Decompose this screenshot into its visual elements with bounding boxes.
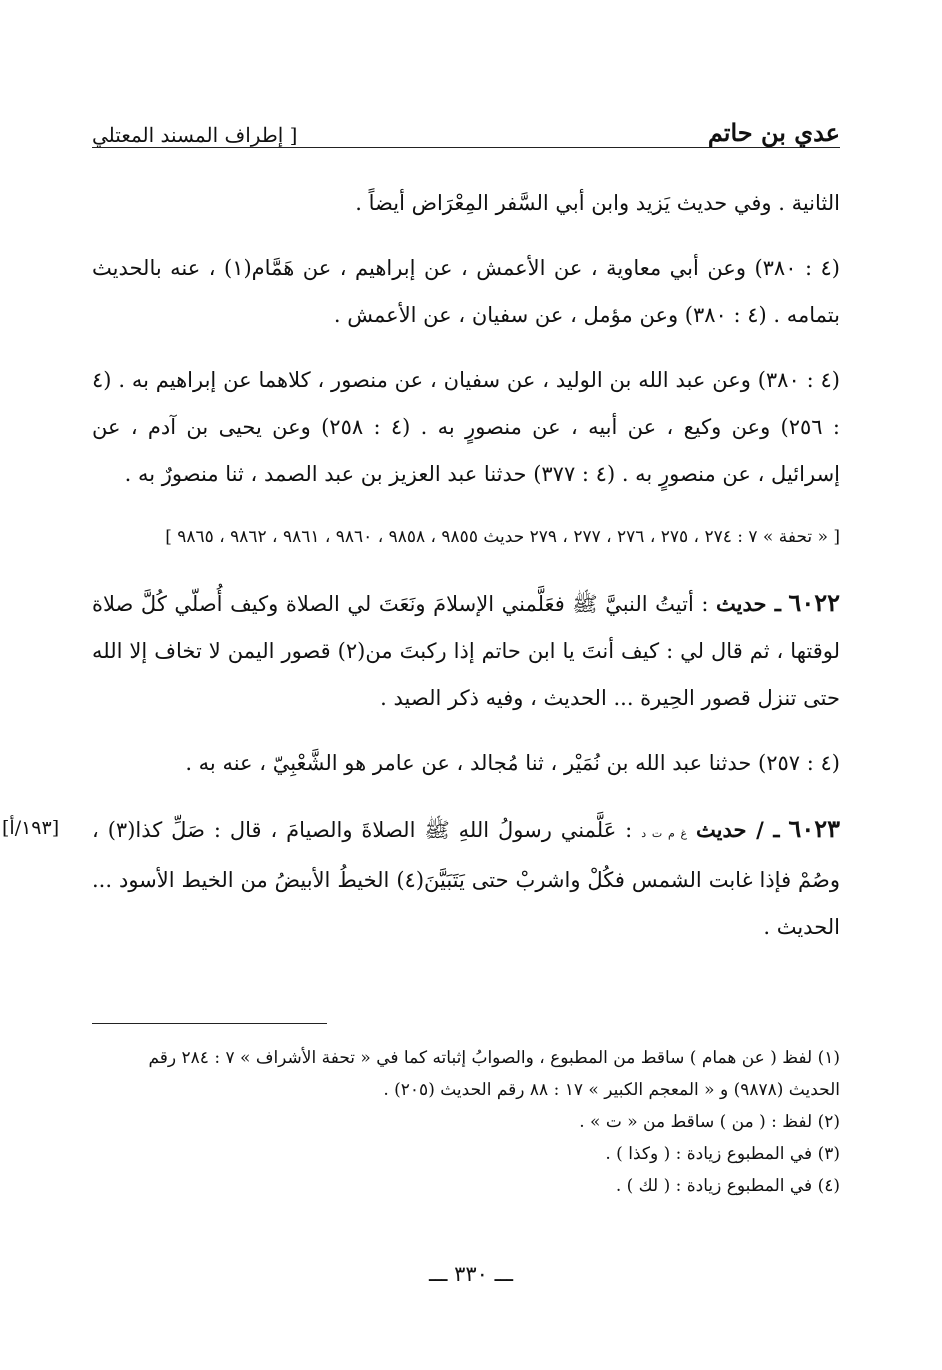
footnote-1: (١) لفظ ( عن همام ) ساقط من المطبوع ، والصوابُ إثباته كما في « تحفة الأشراف » ٧ : ٢٨٤ رقم الحديث (٩٨٧٨) و « المعجم الكبير » ١٧ : ٨٨ رقم الحديث (٢٠٥) . bbox=[148, 1048, 840, 1100]
document-page bbox=[2, 105, 841, 1202]
header-chapter-title: عدي بن حاتم bbox=[707, 118, 840, 147]
page-number: ـــ ٣٣٠ ـــ bbox=[428, 1262, 514, 1286]
footnote-divider bbox=[92, 1023, 327, 1024]
hadith-keyword-6023: / حديث bbox=[696, 817, 764, 842]
margin-folio-note: [١٩٣/أ] bbox=[2, 817, 60, 839]
hadith-text-6022: : أتيتُ النبيَّ ﷺ فعَلَّمني الإسلامَ ونَعَتَ لي الصلاة وكيف أُصلّي كُلَّ صلاة لوقتها ، ثم قال لي : كيف أنتَ يا ابن حاتم إذا ركبتَ من(٢) قصور اليمن لا تخاف إلا الله حتى تنزل قصور الحِيرة ... الحديث ، وفيه ذكر الصيد . bbox=[92, 592, 841, 710]
running-header bbox=[92, 105, 840, 148]
hadith-number-6022: ٦٠٢٢ bbox=[788, 588, 840, 617]
footnote-4: (٤) في المطبوع زيادة : ( لك ) . bbox=[615, 1176, 840, 1196]
paragraph-2: (٤ : ٣٨٠) وعن أبي معاوية ، عن الأعمش ، عن إبراهيم ، عن هَمَّام(١) ، عنه بالحديث بتمامه . (٤ : ٣٨٠) وعن مؤمل ، عن سفيان ، عن الأعمش . bbox=[92, 256, 840, 327]
footnote-3: (٣) في المطبوع زيادة : ( وكذا ) . bbox=[605, 1144, 840, 1164]
hadith-number-6023: ٦٠٢٣ bbox=[788, 814, 840, 843]
tuhfa-reference: [ « تحفة » ٧ : ٢٧٤ ، ٢٧٥ ، ٢٧٦ ، ٢٧٧ ، ٢٧٩ حديث ٩٨٥٥ ، ٩٨٥٨ ، ٩٨٦٠ ، ٩٨٦١ ، ٩٨٦٢ ، ٩٨٦٥ ] bbox=[165, 527, 840, 547]
hadith-6022-chain: (٤ : ٢٥٧) حدثنا عبد الله بن نُمَيْر ، ثنا مُجالد ، عن عامر هو الشَّعْبِيّ ، عنه به . bbox=[185, 751, 840, 775]
hadith-text-6023: : عَلَّمني رسولُ اللهِ ﷺ الصلاةَ والصيامَ ، قال : صَلِّ كذا(٣) ، وصُمْ فإذا غابت الشمس فكُلْ واشربْ حتى يَتَبَيَّنَ(٤) الخيطُ الأبيضُ من الخيط الأسود ... الحديث . bbox=[92, 818, 840, 939]
footnote-2: (٢) لفظ : ( من ) ساقط من « ت » . bbox=[579, 1112, 840, 1132]
paragraph-1: الثانية . وفي حديث يَزيد وابن أبي السَّفر المِعْرَاض أيضاً . bbox=[355, 191, 840, 215]
header-book-title: [ إطراف المسند المعتلي bbox=[92, 123, 298, 147]
hadith-6023: [١٩٣/أ] ٦٠٢٣ ـ / حديث غ م ت د : عَلَّمني رسولُ اللهِ ﷺ الصلاةَ والصيامَ ، قال : صَلِّ كذا(٣) ، وصُمْ فإذا غابت الشمس فكُلْ واشربْ حتى يَتَبَيَّنَ(٤) الخيطُ الأبيضُ من الخيط الأسود ... الحديث . bbox=[92, 805, 840, 951]
hadith-keyword-6022: حديث bbox=[716, 591, 767, 616]
paragraph-3: (٤ : ٣٨٠) وعن عبد الله بن الوليد ، عن سفيان ، عن منصور ، كلاهما عن إبراهيم به . (٤ : ٢٥٦) وعن وكيع ، عن أبيه ، عن منصورٍ به . (٤ : ٢٥٨) وعن يحيى بن آدم ، عن إسرائيل ، عن منصورٍ به . (٤ : ٣٧٧) حدثنا عبد العزيز بن عبد الصمد ، ثنا منصورٌ به . bbox=[92, 368, 840, 486]
hadith-6022: ٦٠٢٢ ـ حديث : أتيتُ النبيَّ ﷺ فعَلَّمني الإسلامَ ونَعَتَ لي الصلاة وكيف أُصلّي كُلَّ صلاة لوقتها ، ثم قال لي : كيف أنتَ يا ابن حاتم إذا ركبتَ من(٢) قصور اليمن لا تخاف إلا الله حتى تنزل قصور الحِيرة ... الحديث ، وفيه ذكر الصيد . bbox=[92, 588, 841, 710]
hadith-sigla: غ م ت د bbox=[641, 827, 688, 840]
